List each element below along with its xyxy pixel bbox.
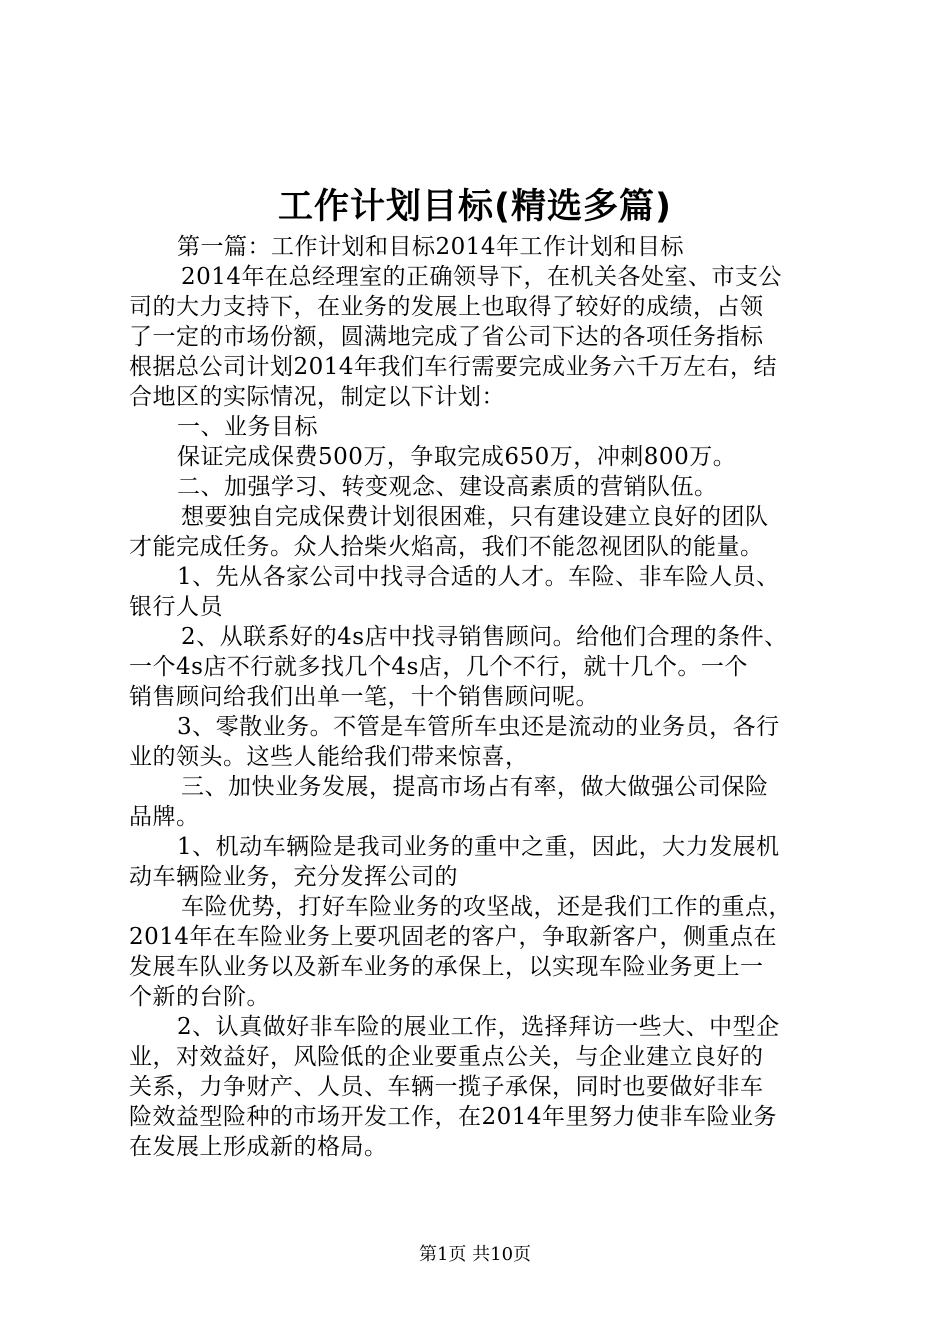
- text-line: 才能完成任务。众人拾柴火焰高，我们不能忽视团队的能量。: [129, 534, 764, 560]
- text-line: 2014年在车险业务上要巩固老的客户，争取新客户，侧重点在: [129, 924, 778, 950]
- text-line: 司的大力支持下，在业务的发展上也取得了较好的成绩，占领: [129, 294, 764, 320]
- text-line: 一、业务目标: [177, 414, 318, 440]
- text-line: 险效益型险种的市场开发工作，在2014年里努力使非车险业务: [129, 1104, 778, 1130]
- text-line: 个新的台阶。: [129, 984, 270, 1010]
- text-line: 2、从联系好的4s店中找寻销售顾问。给他们合理的条件、: [181, 624, 788, 650]
- text-line: 销售顾问给我们出单一笔，十个销售顾问呢。: [129, 684, 599, 710]
- text-line: 品牌。: [129, 804, 200, 830]
- text-line: 2014年在总经理室的正确领导下，在机关各处室、市支公: [181, 264, 783, 290]
- text-line: 3、零散业务。不管是车管所车虫还是流动的业务员，各行: [177, 714, 780, 740]
- text-line: 想要独自完成保费计划很困难，只有建设建立良好的团队: [181, 504, 769, 530]
- text-line: 根据总公司计划2014年我们车行需要完成业务六千万左右，结: [129, 354, 778, 380]
- text-line: 车险优势，打好车险业务的攻坚战，还是我们工作的重点，: [181, 894, 792, 920]
- text-line: 业的领头。这些人能给我们带来惊喜，: [129, 744, 529, 770]
- text-line: 1、机动车辆险是我司业务的重中之重，因此，大力发展机: [177, 834, 780, 860]
- text-line: 2、认真做好非车险的展业工作，选择拜访一些大、中型企: [177, 1014, 780, 1040]
- text-line: 三、加快业务发展，提高市场占有率，做大做强公司保险: [181, 774, 769, 800]
- text-line: 业，对效益好，风险低的企业要重点公关，与企业建立良好的: [129, 1044, 764, 1070]
- page-number-footer: 第1页 共10页: [418, 1244, 532, 1265]
- document-title: 工作计划目标(精选多篇): [278, 187, 672, 227]
- text-line: 在发展上形成新的格局。: [129, 1134, 388, 1160]
- text-line: 银行人员: [129, 594, 223, 620]
- text-line: 关系，力争财产、人员、车辆一揽子承保，同时也要做好非车: [129, 1074, 764, 1100]
- text-line: 第一篇：工作计划和目标2014年工作计划和目标: [177, 234, 685, 260]
- text-line: 动车辆险业务，充分发挥公司的: [129, 864, 458, 890]
- text-line: 一个4s店不行就多找几个4s店，几个不行，就十几个。一个: [129, 654, 748, 680]
- text-line: 了一定的市场份额，圆满地完成了省公司下达的各项任务指标: [129, 324, 764, 350]
- document-body: [129, 232, 834, 1162]
- text-line: 发展车队业务以及新车业务的承保上，以实现车险业务更上一: [129, 954, 764, 980]
- text-line: 1、先从各家公司中找寻合适的人才。车险、非车险人员、: [177, 564, 780, 590]
- text-line: 合地区的实际情况，制定以下计划：: [129, 384, 505, 410]
- text-line: 二、加强学习、转变观念、建设高素质的营销队伍。: [177, 474, 718, 500]
- text-line: 保证完成保费500万，争取完成650万，冲刺800万。: [177, 444, 737, 470]
